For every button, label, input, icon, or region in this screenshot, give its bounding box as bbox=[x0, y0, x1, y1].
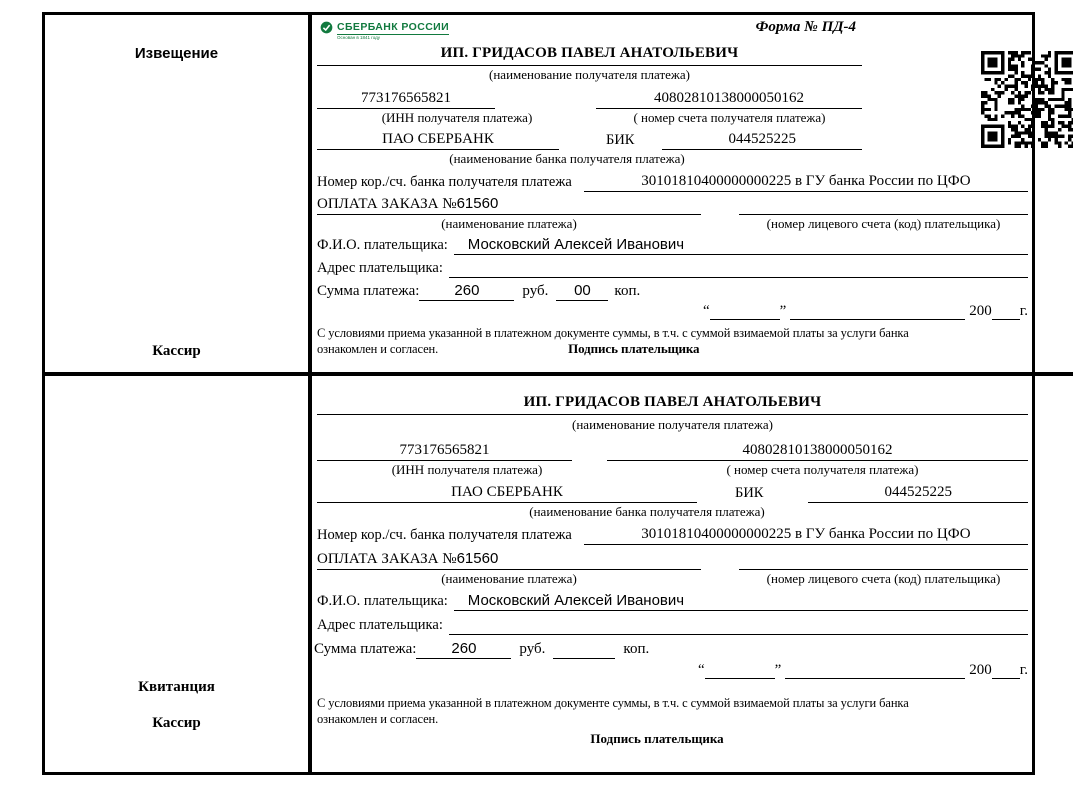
amount-kop-value bbox=[553, 639, 615, 659]
personal-account-line bbox=[739, 550, 1028, 570]
form-type-label: Форма № ПД-4 bbox=[755, 19, 856, 35]
order-number: 61560 bbox=[456, 550, 499, 567]
payer-address-label: Адрес плательщика: bbox=[317, 617, 443, 633]
bik-value: 044525225 bbox=[662, 130, 862, 150]
bik-label: БИК bbox=[735, 485, 764, 501]
order-number: 61560 bbox=[456, 195, 499, 212]
inn-caption: (ИНН получателя платежа) bbox=[381, 110, 533, 125]
receipt-label: Квитанция bbox=[138, 679, 215, 695]
sberbank-logo bbox=[320, 21, 449, 40]
amount-rub-value: 260 bbox=[419, 281, 514, 301]
bank-name-value: ПАО СБЕРБАНК bbox=[317, 130, 559, 150]
rub-label: руб. bbox=[522, 283, 549, 299]
amount-kop-value: 00 bbox=[556, 281, 608, 301]
quote-close: ” bbox=[779, 303, 787, 319]
corr-account-label: Номер кор./сч. банка получателя платежа bbox=[317, 174, 572, 190]
payer-name-value: Московский Алексей Иванович bbox=[454, 591, 1028, 611]
payment-caption: (наименование платежа) bbox=[441, 216, 577, 231]
sberbank-logo-icon bbox=[320, 21, 333, 39]
agreement-line2: ознакомлен и согласен. bbox=[317, 712, 439, 726]
recipient-name: ИП. ГРИДАСОВ ПАВЕЛ АНАТОЛЬЕВИЧ bbox=[317, 45, 862, 66]
agreement-line1: С условиями приема указанной в платежном документе суммы, в т.ч. с суммой взимаемой платы за услуги банка bbox=[317, 326, 909, 340]
bik-value: 044525225 bbox=[808, 483, 1028, 503]
inn-value: 773176565821 bbox=[317, 89, 495, 109]
amount-label: Сумма платежа: bbox=[317, 283, 420, 299]
payer-address-line bbox=[449, 616, 1028, 635]
date-day-line bbox=[710, 302, 780, 320]
account-caption: ( номер счета получателя платежа) bbox=[726, 462, 919, 477]
payment-name-value: ОПЛАТА ЗАКАЗА № bbox=[317, 551, 457, 567]
year-prefix: 200 bbox=[969, 662, 992, 678]
kop-label: коп. bbox=[614, 283, 641, 299]
bank-name-value: ПАО СБЕРБАНК bbox=[317, 483, 697, 503]
date-line bbox=[317, 302, 1028, 320]
year-suffix: г. bbox=[1019, 662, 1028, 678]
quote-open: “ bbox=[702, 303, 710, 319]
payer-name-label: Ф.И.О. плательщика: bbox=[317, 237, 448, 253]
agreement-line2: ознакомлен и согласен. bbox=[317, 342, 439, 356]
recipient-name: ИП. ГРИДАСОВ ПАВЕЛ АНАТОЛЬЕВИЧ bbox=[317, 394, 1028, 415]
account-value: 40802810138000050162 bbox=[607, 441, 1028, 461]
bik-label: БИК bbox=[606, 132, 635, 148]
corr-account-value: 30101810400000000225 в ГУ банка России по ЦФО bbox=[584, 525, 1028, 545]
personal-account-caption: (номер лицевого счета (код) плательщика) bbox=[766, 571, 1001, 586]
date-month-line bbox=[785, 661, 965, 679]
payer-name-label: Ф.И.О. плательщика: bbox=[317, 593, 448, 609]
corr-account-label: Номер кор./сч. банка получателя платежа bbox=[317, 527, 572, 543]
notice-stub bbox=[45, 15, 312, 372]
date-line bbox=[317, 661, 1028, 679]
year-line bbox=[992, 661, 1020, 679]
amount-label: Сумма платежа: bbox=[314, 641, 417, 657]
year-prefix: 200 bbox=[969, 303, 992, 319]
quote-open: “ bbox=[697, 662, 705, 678]
personal-account-caption: (номер лицевого счета (код) плательщика) bbox=[766, 216, 1001, 231]
quote-close: ” bbox=[774, 662, 782, 678]
notice-section bbox=[312, 15, 1073, 372]
bank-caption: (наименование банка получателя платежа) bbox=[529, 504, 765, 519]
account-caption: ( номер счета получателя платежа) bbox=[633, 110, 826, 125]
receipt-stub bbox=[45, 372, 312, 772]
bank-caption: (наименование банка получателя платежа) bbox=[449, 151, 685, 166]
year-line bbox=[992, 302, 1020, 320]
qr-code bbox=[981, 51, 1073, 148]
date-day-line bbox=[705, 661, 775, 679]
kop-label: коп. bbox=[623, 641, 650, 657]
notice-label: Извещение bbox=[134, 45, 219, 62]
cashier-label: Кассир bbox=[152, 715, 201, 731]
recipient-caption: (наименование получателя платежа) bbox=[489, 67, 690, 82]
payer-name-value: Московский Алексей Иванович bbox=[454, 235, 1028, 255]
agreement-line1: С условиями приема указанной в платежном документе суммы, в т.ч. с суммой взимаемой платы за услуги банка bbox=[317, 696, 909, 710]
bank-logo-tagline: Основан в 1841 году bbox=[337, 35, 381, 40]
payment-name-line bbox=[317, 549, 701, 570]
inn-caption: (ИНН получателя платежа) bbox=[391, 462, 543, 477]
corr-account-value: 30101810400000000225 в ГУ банка России по ЦФО bbox=[584, 172, 1028, 192]
payment-caption: (наименование платежа) bbox=[441, 571, 577, 586]
year-suffix: г. bbox=[1019, 303, 1028, 319]
account-value: 40802810138000050162 bbox=[596, 89, 862, 109]
signature-label: Подпись плательщика bbox=[590, 731, 724, 746]
signature-label: Подпись плательщика bbox=[568, 341, 700, 356]
payer-address-line bbox=[449, 259, 1028, 278]
agreement-text bbox=[317, 695, 1073, 727]
payment-name-line bbox=[317, 194, 701, 215]
agreement-text bbox=[317, 325, 1073, 357]
personal-account-line bbox=[739, 195, 1028, 215]
bank-logo-name: СБЕРБАНК РОССИИ bbox=[337, 21, 450, 33]
payment-name-value: ОПЛАТА ЗАКАЗА № bbox=[317, 196, 457, 212]
date-month-line bbox=[790, 302, 965, 320]
cashier-label: Кассир bbox=[152, 343, 201, 359]
payer-address-label: Адрес плательщика: bbox=[317, 260, 443, 276]
amount-rub-value: 260 bbox=[416, 639, 511, 659]
rub-label: руб. bbox=[519, 641, 546, 657]
recipient-caption: (наименование получателя платежа) bbox=[572, 417, 773, 432]
receipt-section bbox=[312, 372, 1073, 772]
payment-form-pd4 bbox=[42, 12, 1035, 775]
inn-value: 773176565821 bbox=[317, 441, 572, 461]
